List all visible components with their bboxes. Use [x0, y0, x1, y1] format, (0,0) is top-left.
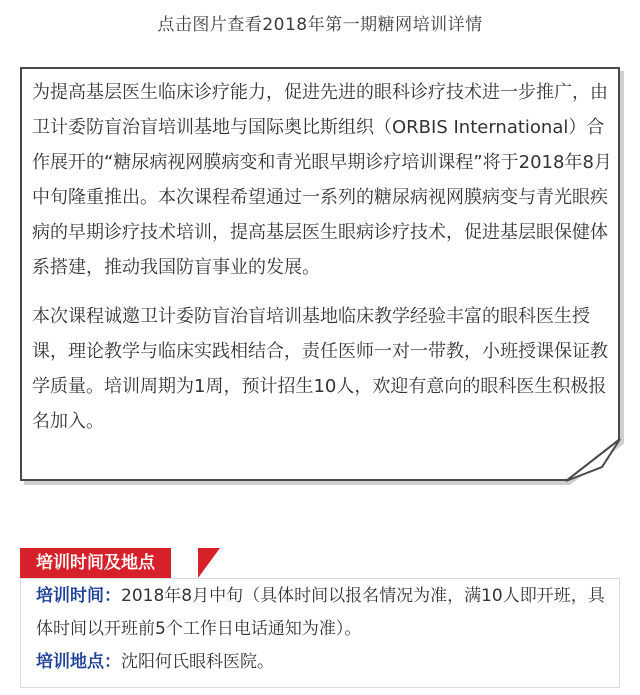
intro-paragraph-2: 本次课程诚邀卫计委防盲治盲培训基地临床教学经验丰富的眼科医生授课，理论教学与临床实践相结合，责任医师一对一带教，小班授课保证教学质量。培训周期为1周，预计招生10人，欢迎有意向的眼科医生积极报名加入。 [32, 306, 608, 432]
section-title-text: 培训时间及地点 [36, 553, 155, 573]
training-place-label: 培训地点： [36, 652, 121, 672]
intro-note-card [20, 67, 620, 481]
training-time-value: 2018年8月中旬（具体时间以报名情况为准，满10人即开班，具体时间以开班前5个工作日电话通知为准）。 [36, 586, 605, 639]
training-place-row [36, 646, 610, 679]
title-tab-tail [198, 548, 220, 578]
image-detail-link[interactable]: 点击图片查看2018年第一期糖网培训详情 [157, 15, 483, 35]
training-details [36, 580, 610, 679]
page-curl-icon [564, 437, 622, 483]
intro-paragraph-1: 为提高基层医生临床诊疗能力，促进先进的眼科诊疗技术进一步推广，由卫计委防盲治盲培训基地与国际奥比斯组织（ORBIS International）合作展开的“糖尿病视网膜病变和青光眼早期诊疗培训课程”将于2018年8月中旬隆重推出。本次课程希望通过一系列的糖尿病视网膜病变与青光眼疾病的早期诊疗技术培训，提高基层医生眼病诊疗技术，促进基层眼保健体系搭建，推动我国防盲事业的发展。 [32, 82, 612, 278]
section-title [20, 548, 171, 578]
training-time-label: 培训时间： [36, 586, 121, 606]
intro-text [32, 75, 612, 439]
training-place-value: 沈阳何氏眼科医院。 [121, 652, 274, 672]
training-info-section [20, 548, 620, 688]
training-time-row [36, 580, 610, 646]
